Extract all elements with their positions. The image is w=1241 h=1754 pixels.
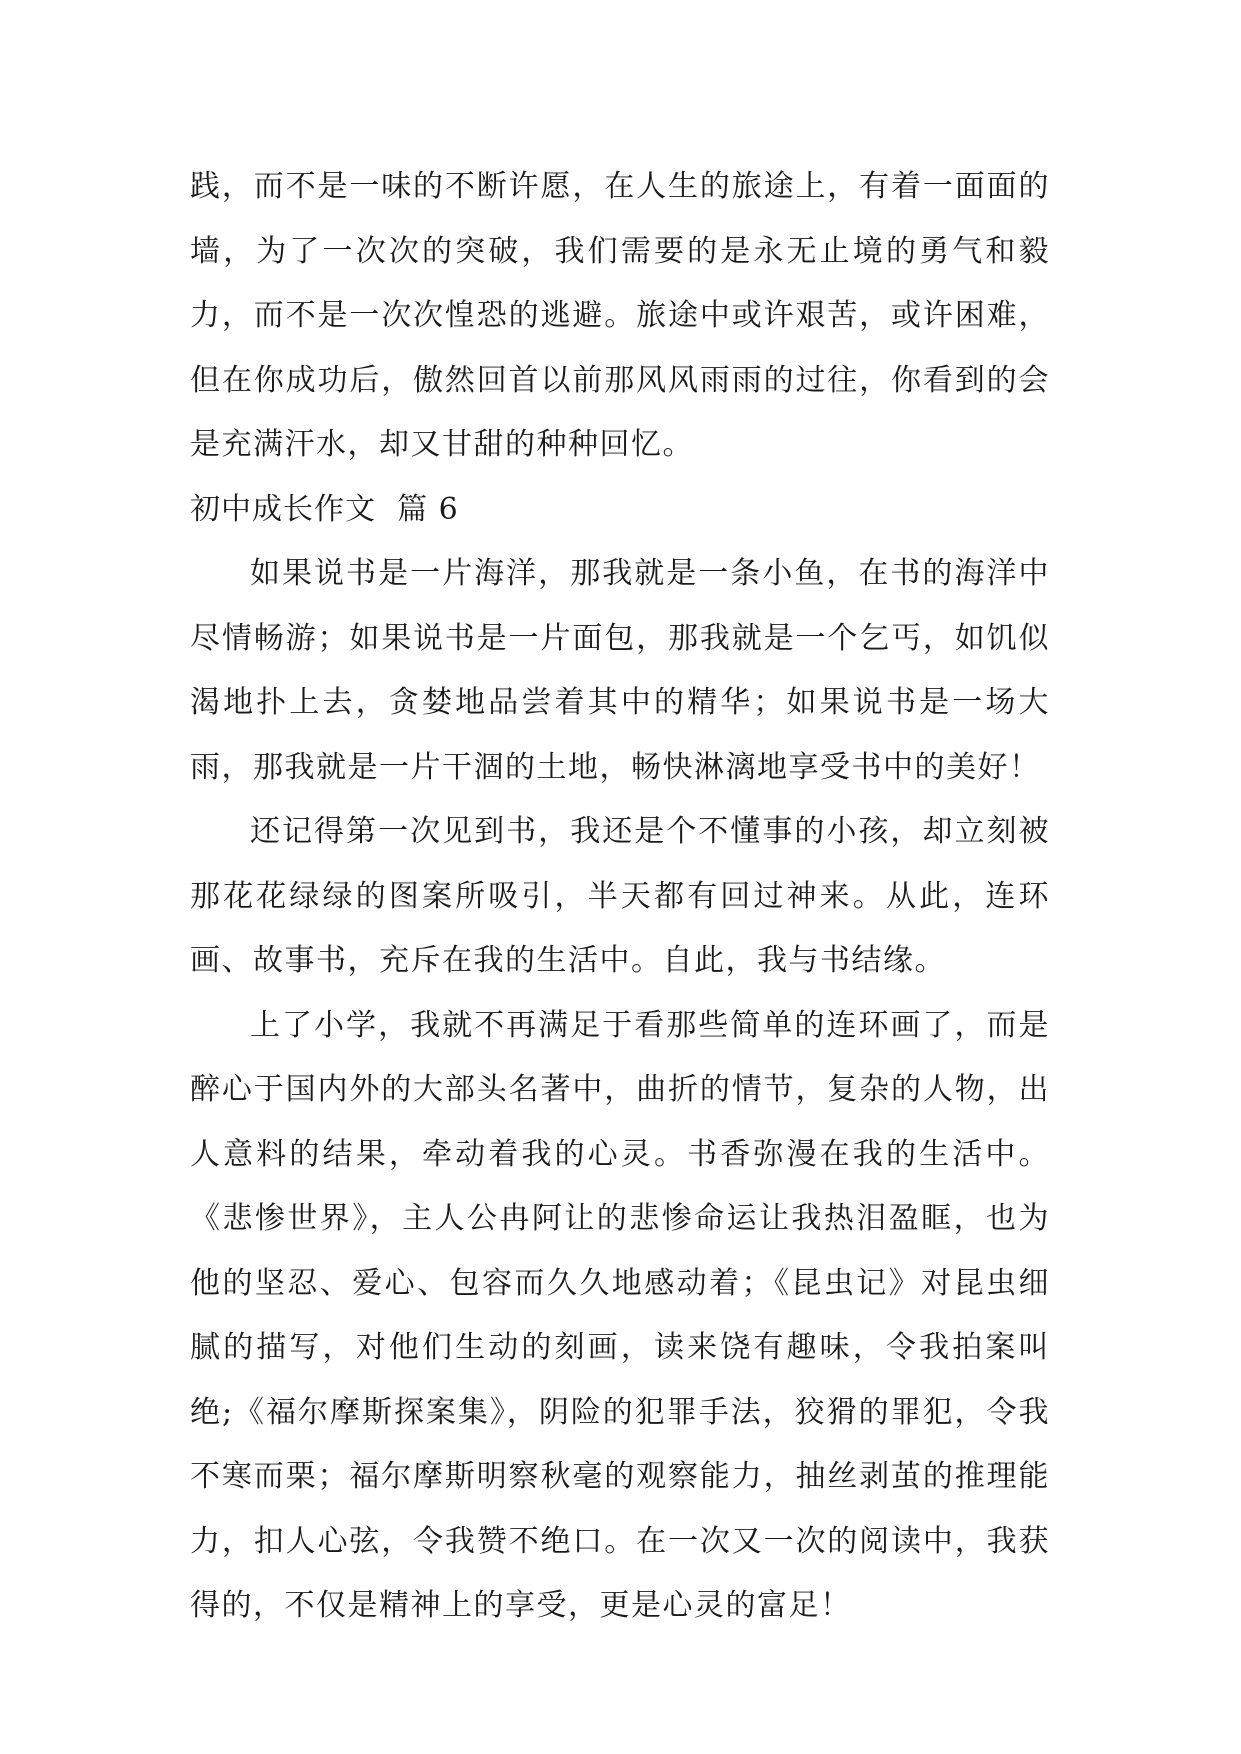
paragraph-2: 还记得第一次见到书，我还是个不懂事的小孩，却立刻被那花花绿绿的图案所吸引，半天都有回过神来。从此，连环画、故事书，充斥在我的生活中。自此，我与书结缘。	[190, 814, 1050, 978]
paragraph-3: 上了小学，我就不再满足于看那些简单的连环画了，而是醉心于国内外的大部头名著中，曲折的情节，复杂的人物，出人意料的结果，牵动着我的心灵。书香弥漫在我的生活中。《悲惨世界》，主人公冉阿让的悲惨命运让我热泪盈眶，也为他的坚忍、爱心、包容而久久地感动着；《昆虫记》对昆虫细腻的描写，对他们生动的刻画，读来饶有趣味，令我拍案叫绝;《福尔摩斯探案集》，阴险的犯罪手法，狡猾的罪犯，令我不寒而栗；福尔摩斯明察秋毫的观察能力，抽丝剥茧的推理能力，扣人心弦，令我赞不绝口。在一次又一次的阅读中，我获得的，不仅是精神上的享受，更是心灵的富足！	[190, 1007, 1050, 1623]
paragraph-1: 如果说书是一片海洋，那我就是一条小鱼，在书的海洋中尽情畅游；如果说书是一片面包，那我就是一个乞丐，如饥似渴地扑上去，贪婪地品尝着其中的精华；如果说书是一场大雨，那我就是一片干涸的土地，畅快淋漓地享受书中的美好！	[190, 556, 1050, 785]
section-heading: 初中成长作文 篇 6	[190, 491, 459, 527]
document-body	[190, 155, 1050, 1639]
continued-paragraph: 践，而不是一味的不断许愿，在人生的旅途上，有着一面面的墙，为了一次次的突破，我们需要的是永无止境的勇气和毅力，而不是一次次惶恐的逃避。旅途中或许艰苦，或许困难，但在你成功后，傲然回首以前那风风雨雨的过往，你看到的会是充满汗水，却又甘甜的种种回忆。	[190, 169, 1050, 462]
